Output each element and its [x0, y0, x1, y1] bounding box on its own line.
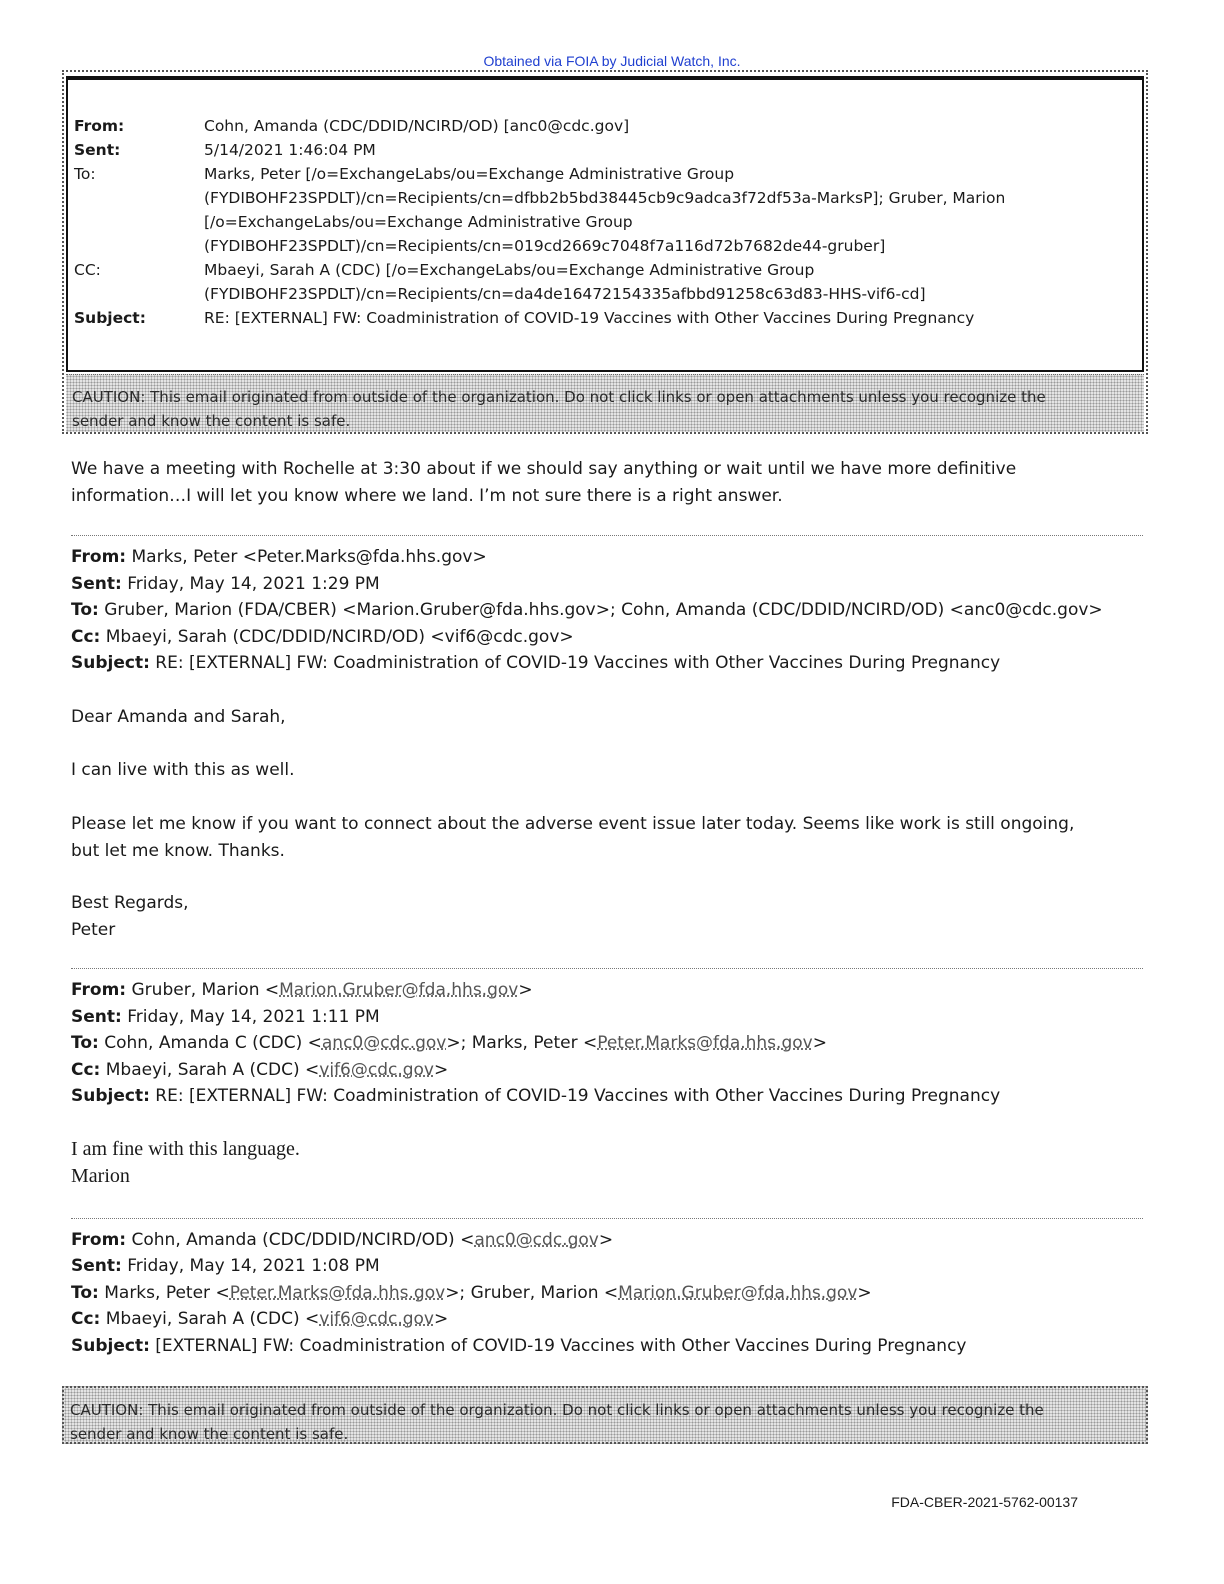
email3-from: [71, 977, 1151, 1004]
email3-to-email2[interactable]: Peter.Marks@fda.hhs.gov: [597, 1033, 813, 1053]
email2-signature: Peter: [71, 920, 116, 940]
bates-number: FDA-CBER-2021-5762-00137: [891, 1494, 1078, 1510]
header-cc-line: Mbaeyi, Sarah A (CDC) [/o=ExchangeLabs/ou=Exchange Administrative Group: [204, 261, 815, 279]
email4-sent-label: Sent:: [71, 1256, 122, 1276]
email4-sent-value: Friday, May 14, 2021 1:08 PM: [121, 1256, 380, 1276]
email2-from-value: Marks, Peter <Peter.Marks@fda.hhs.gov>: [126, 547, 487, 567]
email3-subject: [71, 1083, 1151, 1110]
caution-line: sender and know the content is safe.: [70, 1425, 349, 1443]
header-cc-label: CC:: [74, 261, 101, 279]
email3-to-mid: >; Marks, Peter <: [446, 1033, 598, 1053]
email3-cc-label: Cc:: [71, 1060, 101, 1080]
email3-to: [71, 1030, 1151, 1057]
email2-cc: [71, 624, 1151, 651]
email3-to-end: >: [812, 1033, 827, 1053]
header-to-label: To:: [74, 165, 96, 183]
email3-subject-value: RE: [EXTERNAL] FW: Coadministration of COVID-19 Vaccines with Other Vaccines During Pregnancy: [149, 1086, 1001, 1106]
email2-subject-value: RE: [EXTERNAL] FW: Coadministration of COVID-19 Vaccines with Other Vaccines During Pregnancy: [149, 653, 1001, 673]
email-header-fields: [66, 76, 1144, 372]
email4-sent: [71, 1253, 1151, 1280]
email2-sent: [71, 571, 1151, 598]
email2-signoff: [71, 890, 1141, 944]
caution-banner: [62, 1386, 1148, 1444]
email4-from-end: >: [598, 1230, 614, 1250]
email2-cc-label: Cc:: [71, 627, 101, 647]
email3-cc-name: Mbaeyi, Sarah A (CDC) <: [100, 1060, 320, 1080]
email4-subject: [71, 1333, 1151, 1360]
email3-signature: Marion: [71, 1165, 130, 1187]
email4-cc-label: Cc:: [71, 1309, 101, 1329]
header-to-line: (FYDIBOHF23SPDLT)/cn=Recipients/cn=019cd2669c7048f7a116d72b7682de44-gruber]: [204, 237, 886, 255]
email4-from-email[interactable]: anc0@cdc.gov: [474, 1230, 599, 1250]
email4-subject-value: [EXTERNAL] FW: Coadministration of COVID-19 Vaccines with Other Vaccines During Pregnancy: [149, 1336, 967, 1356]
header-cc-value: [204, 258, 1134, 306]
email3-to-label: To:: [71, 1033, 99, 1053]
header-to-value: [204, 162, 1134, 258]
email4-to-mid: >; Gruber, Marion <: [445, 1283, 619, 1303]
email3-sent: [71, 1004, 1151, 1031]
header-to-line: Marks, Peter [/o=ExchangeLabs/ou=Exchange Administrative Group: [204, 165, 735, 183]
email2-to-label: To:: [71, 600, 99, 620]
email3-to-email1[interactable]: anc0@cdc.gov: [321, 1033, 447, 1053]
email3-body: [71, 1136, 1141, 1190]
email3-sent-label: Sent:: [71, 1007, 122, 1027]
email4-to-end: >: [857, 1283, 872, 1303]
foia-watermark: Obtained via FOIA by Judicial Watch, Inc.: [483, 53, 741, 69]
email2-sent-value: Friday, May 14, 2021 1:29 PM: [121, 574, 380, 594]
caution-line: sender and know the content is safe.: [72, 412, 351, 430]
email4-to-email2[interactable]: Marion.Gruber@fda.hhs.gov: [618, 1283, 858, 1303]
header-cc-line: (FYDIBOHF23SPDLT)/cn=Recipients/cn=da4de16472154335afbbd91258c63d83-HHS-vif6-cd]: [204, 285, 926, 303]
header-to-line: (FYDIBOHF23SPDLT)/cn=Recipients/cn=dfbb2b5bd38445cb9c9adca3f72df53a-MarksP]; Gruber, Marion: [204, 189, 1006, 207]
email2-closing: Best Regards,: [71, 893, 189, 913]
email2-to-value: Gruber, Marion (FDA/CBER) <Marion.Gruber@fda.hhs.gov>; Cohn, Amanda (CDC/DDID/NCIRD/OD) <anc0@cdc.gov>: [98, 600, 1103, 620]
email3-from-label: From:: [71, 980, 127, 1000]
email4-cc-email[interactable]: vif6@cdc.gov: [319, 1309, 434, 1329]
message-separator: [71, 968, 1143, 969]
email2-cc-value: Mbaeyi, Sarah (CDC/DDID/NCIRD/OD) <vif6@cdc.gov>: [100, 627, 574, 647]
email-header-box: [62, 70, 1148, 434]
email3-from-name: Gruber, Marion <: [126, 980, 280, 1000]
email4-from: [71, 1227, 1151, 1254]
body-line: We have a meeting with Rochelle at 3:30 about if we should say anything or wait until we have more definitive: [71, 459, 1017, 479]
header-sent-label: Sent:: [74, 141, 121, 159]
email2-to: [71, 597, 1151, 624]
email2-line2a: Please let me know if you want to connect about the adverse event issue later today. Seems like work is still ongoing,: [71, 814, 1075, 834]
header-from-value: Cohn, Amanda (CDC/DDID/NCIRD/OD) [anc0@cdc.gov]: [204, 117, 630, 135]
email2-from-label: From:: [71, 547, 127, 567]
email4-from-name: Cohn, Amanda (CDC/DDID/NCIRD/OD) <: [126, 1230, 475, 1250]
header-subject-value: RE: [EXTERNAL] FW: Coadministration of COVID-19 Vaccines with Other Vaccines During Pregnancy: [204, 309, 975, 327]
email4-cc-name: Mbaeyi, Sarah A (CDC) <: [100, 1309, 320, 1329]
email2-line1: I can live with this as well.: [71, 760, 295, 780]
email3-sent-value: Friday, May 14, 2021 1:11 PM: [121, 1007, 380, 1027]
email3-subject-label: Subject:: [71, 1086, 150, 1106]
email3-cc-email[interactable]: vif6@cdc.gov: [319, 1060, 434, 1080]
email3-from-email[interactable]: Marion.Gruber@fda.hhs.gov: [279, 980, 519, 1000]
message-separator: [71, 535, 1143, 536]
email4-to-email1[interactable]: Peter.Marks@fda.hhs.gov: [229, 1283, 446, 1303]
email3-cc-end: >: [434, 1060, 449, 1080]
email4-to-label: To:: [71, 1283, 99, 1303]
message-separator: [71, 1218, 1143, 1219]
email3-from-end: >: [518, 980, 533, 1000]
email2-subject: [71, 650, 1151, 677]
email2-from: [71, 544, 1151, 571]
email4-to: [71, 1280, 1151, 1307]
body-line: information…I will let you know where we land. I’m not sure there is a right answer.: [71, 486, 783, 506]
email4-cc: [71, 1306, 1151, 1333]
email3-line1: I am fine with this language.: [71, 1138, 300, 1160]
header-to-line: [/o=ExchangeLabs/ou=Exchange Administrative Group: [204, 213, 633, 231]
email4-cc-end: >: [434, 1309, 449, 1329]
email3-cc: [71, 1057, 1151, 1084]
caution-banner: [66, 374, 1144, 432]
email4-to-name1: Marks, Peter <: [98, 1283, 230, 1303]
email3-to-name1: Cohn, Amanda C (CDC) <: [98, 1033, 322, 1053]
caution-line: CAUTION: This email originated from outside of the organization. Do not click links or open attachments unless you recognize the: [72, 388, 1046, 406]
caution-line: CAUTION: This email originated from outside of the organization. Do not click links or open attachments unless you recognize the: [70, 1401, 1044, 1419]
email2-greeting: Dear Amanda and Sarah,: [71, 707, 286, 727]
email2-line2b: but let me know. Thanks.: [71, 841, 285, 861]
email4-subject-label: Subject:: [71, 1336, 150, 1356]
header-subject-label: Subject:: [74, 309, 146, 327]
header-from-label: From:: [74, 117, 125, 135]
email2-paragraph: [71, 811, 1141, 865]
reply-body: [71, 456, 1141, 510]
header-sent-value: 5/14/2021 1:46:04 PM: [204, 141, 376, 159]
email2-sent-label: Sent:: [71, 574, 122, 594]
email4-from-label: From:: [71, 1230, 127, 1250]
email2-subject-label: Subject:: [71, 653, 150, 673]
